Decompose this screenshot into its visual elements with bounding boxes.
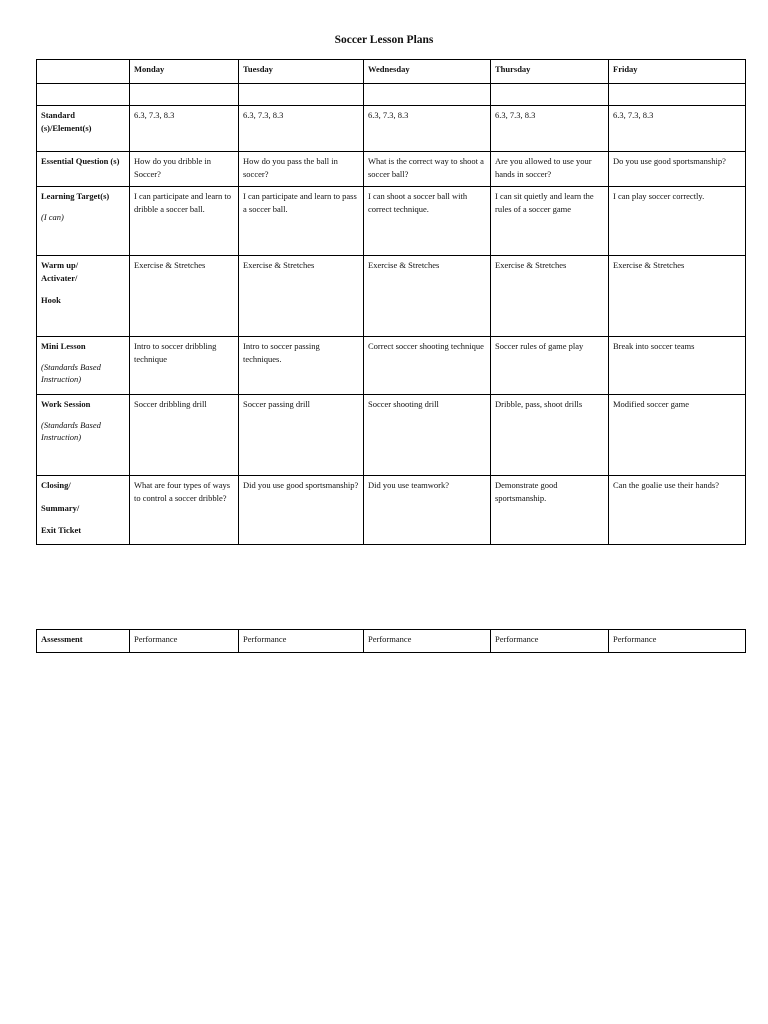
- work-session-sublabel: (Standards Based Instruction): [41, 419, 101, 442]
- mini-lesson-cell-thursday: Soccer rules of game play: [491, 337, 609, 395]
- assessment-cell-monday: Performance: [130, 630, 239, 653]
- standard-label: Standard (s)/Element(s): [41, 110, 92, 133]
- warm-up-cell-wednesday: Exercise & Stretches: [364, 256, 491, 337]
- lesson-plan-table: [36, 59, 746, 545]
- work-session-cell-friday: Modified soccer game: [609, 395, 746, 476]
- day-header-thursday: Thursday: [491, 60, 609, 84]
- day-header-monday: Monday: [130, 60, 239, 84]
- essential-question-row: [37, 152, 746, 187]
- header-corner-cell: [37, 60, 130, 84]
- row-label-warm-up: [37, 256, 130, 337]
- closing-label-line3: Exit Ticket: [41, 525, 82, 535]
- essential-question-cell-friday: Do you use good sportsmanship?: [609, 152, 746, 187]
- blank-cell: [364, 84, 491, 106]
- row-label-learning-target: [37, 187, 130, 256]
- learning-target-cell-thursday: I can sit quietly and learn the rules of a soccer game: [491, 187, 609, 256]
- warm-up-label-line2: Activater/: [41, 272, 78, 283]
- learning-target-cell-friday: I can play soccer correctly.: [609, 187, 746, 256]
- warm-up-cell-thursday: Exercise & Stretches: [491, 256, 609, 337]
- assessment-table: [36, 629, 746, 653]
- work-session-cell-monday: Soccer dribbling drill: [130, 395, 239, 476]
- mini-lesson-cell-friday: Break into soccer teams: [609, 337, 746, 395]
- mini-lesson-sublabel: (Standards Based Instruction): [41, 361, 101, 384]
- blank-cell: [37, 84, 130, 106]
- closing-cell-tuesday: Did you use good sportsmanship?: [239, 476, 364, 545]
- learning-target-cell-monday: I can participate and learn to dribble a soccer ball.: [130, 187, 239, 256]
- work-session-cell-wednesday: Soccer shooting drill: [364, 395, 491, 476]
- learning-target-cell-wednesday: I can shoot a soccer ball with correct technique.: [364, 187, 491, 256]
- mini-lesson-cell-wednesday: Correct soccer shooting technique: [364, 337, 491, 395]
- warm-up-cell-tuesday: Exercise & Stretches: [239, 256, 364, 337]
- learning-target-row: [37, 187, 746, 256]
- day-header-row: [37, 60, 746, 84]
- essential-question-cell-tuesday: How do you pass the ball in soccer?: [239, 152, 364, 187]
- row-label-closing: [37, 476, 130, 545]
- closing-cell-friday: Can the goalie use their hands?: [609, 476, 746, 545]
- assessment-label: Assessment: [37, 630, 130, 653]
- blank-cell: [130, 84, 239, 106]
- day-header-friday: Friday: [609, 60, 746, 84]
- assessment-cell-wednesday: Performance: [364, 630, 491, 653]
- standard-cell-tuesday: 6.3, 7.3, 8.3: [239, 106, 364, 152]
- work-session-row: [37, 395, 746, 476]
- warm-up-row: [37, 256, 746, 337]
- essential-question-label: Essential Question (s): [41, 156, 120, 166]
- day-header-tuesday: Tuesday: [239, 60, 364, 84]
- blank-row: [37, 84, 746, 106]
- closing-row: [37, 476, 746, 545]
- closing-cell-monday: What are four types of ways to control a soccer dribble?: [130, 476, 239, 545]
- blank-cell: [491, 84, 609, 106]
- essential-question-cell-wednesday: What is the correct way to shoot a soccer ball?: [364, 152, 491, 187]
- standard-cell-monday: 6.3, 7.3, 8.3: [130, 106, 239, 152]
- closing-cell-thursday: Demonstrate good sportsmanship.: [491, 476, 609, 545]
- learning-target-label: Learning Target(s): [41, 191, 110, 201]
- blank-cell: [609, 84, 746, 106]
- row-label-standard: [37, 106, 130, 152]
- closing-label-line1: Closing/: [41, 480, 71, 490]
- row-label-mini-lesson: [37, 337, 130, 395]
- work-session-cell-tuesday: Soccer passing drill: [239, 395, 364, 476]
- work-session-label: Work Session: [41, 399, 91, 409]
- assessment-cell-tuesday: Performance: [239, 630, 364, 653]
- standard-cell-friday: 6.3, 7.3, 8.3: [609, 106, 746, 152]
- mini-lesson-row: [37, 337, 746, 395]
- day-header-wednesday: Wednesday: [364, 60, 491, 84]
- standard-cell-thursday: 6.3, 7.3, 8.3: [491, 106, 609, 152]
- mini-lesson-label: Mini Lesson: [41, 341, 86, 351]
- assessment-cell-thursday: Performance: [491, 630, 609, 653]
- closing-label-line2: Summary/: [41, 502, 80, 513]
- work-session-cell-thursday: Dribble, pass, shoot drills: [491, 395, 609, 476]
- learning-target-sublabel: (I can): [41, 211, 64, 222]
- blank-cell: [239, 84, 364, 106]
- row-label-work-session: [37, 395, 130, 476]
- assessment-row: [37, 630, 746, 653]
- essential-question-cell-monday: How do you dribble in Soccer?: [130, 152, 239, 187]
- learning-target-cell-tuesday: I can participate and learn to pass a soccer ball.: [239, 187, 364, 256]
- mini-lesson-cell-monday: Intro to soccer dribbling technique: [130, 337, 239, 395]
- warm-up-cell-friday: Exercise & Stretches: [609, 256, 746, 337]
- warm-up-cell-monday: Exercise & Stretches: [130, 256, 239, 337]
- standard-row: [37, 106, 746, 152]
- closing-cell-wednesday: Did you use teamwork?: [364, 476, 491, 545]
- warm-up-label-line3: Hook: [41, 295, 61, 305]
- standard-cell-wednesday: 6.3, 7.3, 8.3: [364, 106, 491, 152]
- warm-up-label-line1: Warm up/: [41, 260, 79, 270]
- assessment-cell-friday: Performance: [609, 630, 746, 653]
- mini-lesson-cell-tuesday: Intro to soccer passing techniques.: [239, 337, 364, 395]
- row-label-essential-question: [37, 152, 130, 187]
- document-title: Soccer Lesson Plans: [334, 34, 434, 46]
- essential-question-cell-thursday: Are you allowed to use your hands in soccer?: [491, 152, 609, 187]
